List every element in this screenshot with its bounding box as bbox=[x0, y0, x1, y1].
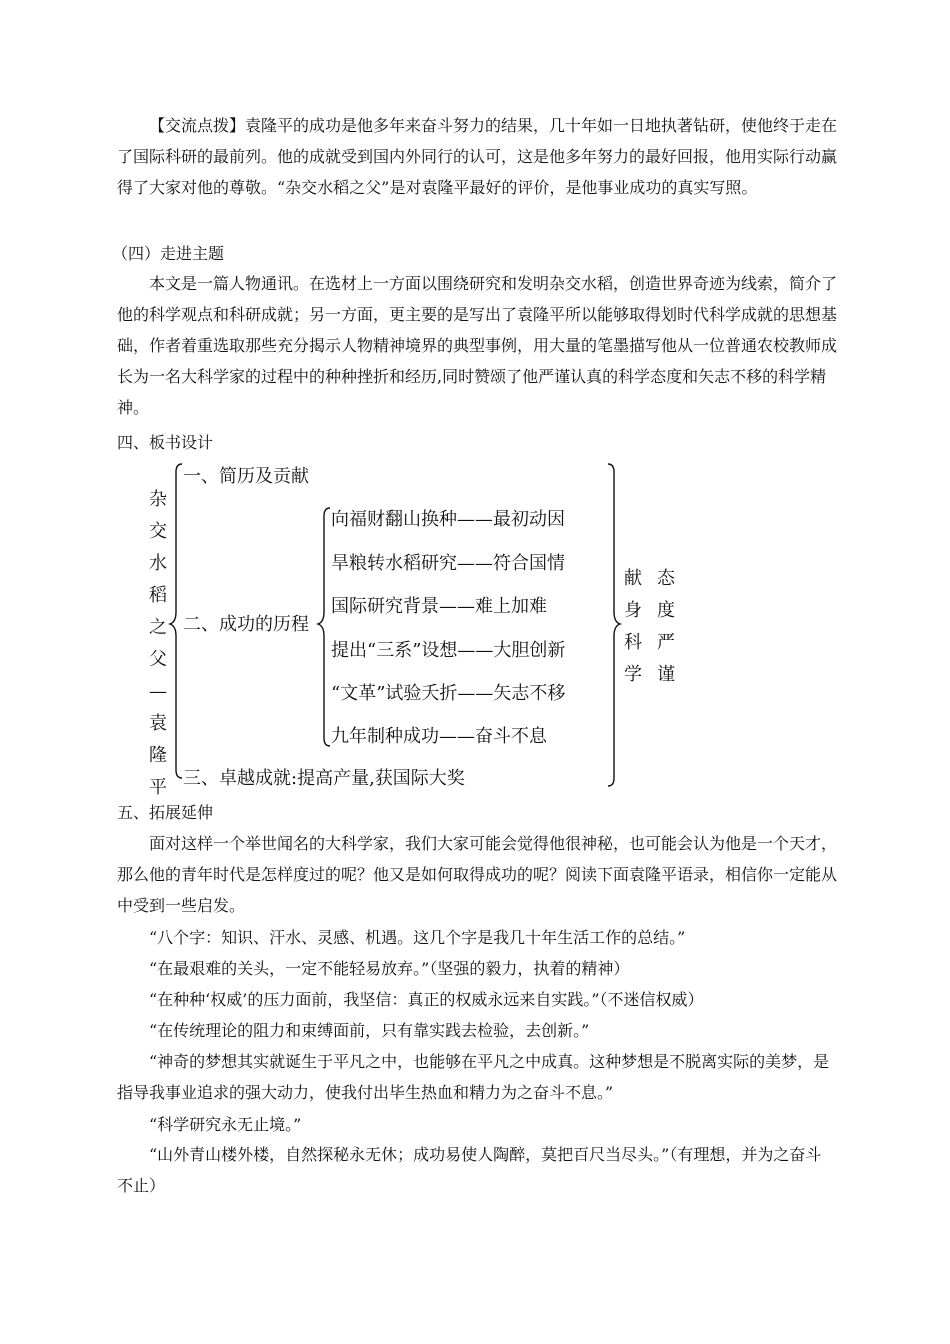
paragraph-theme: 本文是一篇人物通讯。在选材上一方面以围绕研究和发明杂交水稻，创造世界奇迹为线索，简介了他的科学观点和科研成就；另一方面，更主要的是写出了袁隆平所以能够取得划时代科学成就的思想基础，作者着重选取那些充分揭示人物精神境界的典型事例，用大量的笔墨描写他从一位普通农校教师成长为一名大科学家的过程中的种种挫折和经历,同时赞颂了他严谨认真的科学态度和矢志不移的科学精神。 bbox=[117, 274, 838, 417]
quote-item: “在最艰难的关头，一定不能轻易放弃。”（坚强的毅力，执着的精神） bbox=[149, 959, 630, 978]
board-sub-item: 国际研究背景——难上加难 bbox=[331, 596, 547, 617]
board-title-char: 之 bbox=[149, 617, 167, 638]
board-title-char: 水 bbox=[149, 553, 167, 574]
board-title-char: 父 bbox=[149, 649, 167, 670]
paragraph-extension: 面对这样一个举世闻名的大科学家，我们大家可能会觉得他很神秘，也可能会认为他是一个天才，那么他的青年时代是怎样度过的呢？他又是如何取得成功的呢？阅读下面袁隆平语录，相信你一定能从中受到一些启发。 bbox=[117, 834, 838, 915]
paragraph-discussion: 【交流点拨】袁隆平的成功是他多年来奋斗努力的结果，几十年如一日地执著钻研，使他终于走在了国际科研的最前列。他的成就受到国内外同行的认可，这是他多年努力的最好回报，他用实际行动赢得了大家对他的尊敬。“杂交水稻之父”是对袁隆平最好的评价，是他事业成功的真实写照。 bbox=[117, 116, 838, 197]
quote-dream: “神奇的梦想其实就诞生于平凡之中，也能够在平凡之中成真。这种梦想是不脱离实际的美梦，是指导我事业追求的强大动力，使我付出毕生热血和精力为之奋斗不息。” bbox=[117, 1052, 830, 1102]
board-title-char: 隆 bbox=[149, 745, 167, 766]
board-right-char: 态 bbox=[657, 568, 675, 589]
right-brace bbox=[608, 464, 620, 786]
board-right-char: 严 bbox=[657, 632, 675, 653]
board-sub-item: 九年制种成功——奋斗不息 bbox=[331, 726, 547, 747]
board-right-char: 身 bbox=[624, 600, 642, 621]
left-brace-sub bbox=[318, 508, 330, 746]
board-sub-item: 旱粮转水稻研究——符合国情 bbox=[331, 553, 565, 574]
quote-poem: “山外青山楼外楼，自然探秘永无休；成功易使人陶醉，莫把百尺当尽头。”（有理想，并为之奋斗不止） bbox=[117, 1145, 822, 1195]
board-title-char: 平 bbox=[149, 777, 167, 798]
heading-extension: 五、拓展延伸 bbox=[117, 803, 214, 822]
quote-item: “科学研究永无止境。” bbox=[149, 1115, 302, 1134]
quote-item: “八个字：知识、汗水、灵感、机遇。这几个字是我几十年生活工作的总结。” bbox=[149, 928, 686, 947]
board-sub-item: “文革”试验夭折——矢志不移 bbox=[331, 683, 566, 704]
board-title-char: 袁 bbox=[149, 713, 167, 734]
board-sub-item: 向福财翻山换种——最初动因 bbox=[331, 509, 565, 530]
board-item-2: 二、成功的历程 bbox=[183, 614, 309, 635]
heading-board-design: 四、板书设计 bbox=[117, 433, 214, 452]
board-item-3: 三、卓越成就:提高产量,获国际大奖 bbox=[183, 768, 465, 789]
board-right-char: 献 bbox=[624, 568, 642, 589]
board-sub-item: 提出“三系”设想——大胆创新 bbox=[331, 640, 566, 661]
board-right-char: 学 bbox=[624, 664, 642, 685]
board-right-char: 度 bbox=[657, 600, 675, 621]
board-right-char: 科 bbox=[624, 632, 642, 653]
board-title-char: 交 bbox=[149, 521, 167, 542]
board-title-char: 杂 bbox=[149, 489, 167, 510]
board-title-char: 稻 bbox=[149, 585, 167, 606]
board-right-char: 谨 bbox=[657, 664, 675, 685]
board-title-char: — bbox=[149, 681, 167, 702]
left-brace-main bbox=[170, 464, 182, 778]
quote-item: “在种种‘权威’的压力面前，我坚信：真正的权威永远来自实践。”（不迷信权威） bbox=[149, 990, 704, 1009]
section-heading-theme: （四）走进主题 bbox=[112, 244, 225, 263]
quote-item: “在传统理论的阻力和束缚面前，只有靠实践去检验，去创新。” bbox=[149, 1021, 590, 1040]
board-item-1: 一、简历及贡献 bbox=[183, 466, 309, 487]
